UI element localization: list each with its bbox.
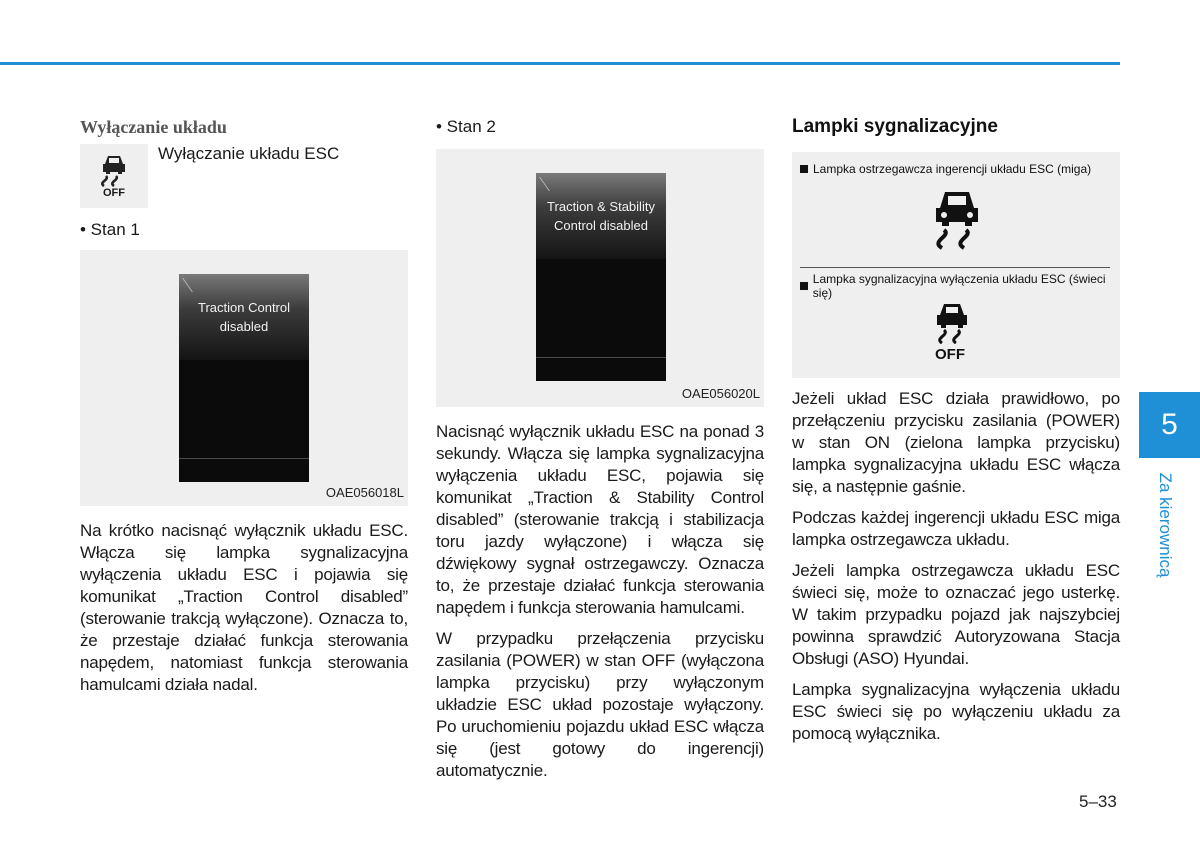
column-3 (792, 112, 1120, 754)
column-2 (436, 112, 764, 791)
chapter-title: Za kierownicą (1156, 472, 1175, 578)
esc-off-lamp-icon (932, 302, 972, 344)
lamps-figure (792, 152, 1120, 378)
figure-state-2 (436, 149, 764, 407)
display-message (536, 173, 666, 259)
paragraph-power-off: W przypadku przełączenia przycisku zasilania (POWER) w stan OFF (wyłączona lampka przycisku) przy wyłączonym układzie ESC układ pozostaje wyłączony. Po uruchomieniu pojazdu układ ESC włącza się (jest gotowy do ingerencji) automatycznie. (436, 629, 764, 780)
figure-code: OAE056020L (681, 386, 760, 401)
paragraph-state-1: Na krótko nacisnąć wyłącznik układu ESC. Włącza się lampka sygnalizacyjna wyłączenia układu ESC i pojawia się komunikat „Traction Control disabled” (sterowanie trakcją wyłączone). Oznacza to, że przestaje działać funkcja sterowania napędem, natomiast funkcja sterowania hamulcami działa nadal. (80, 521, 408, 694)
chapter-number-tab: 5 (1139, 392, 1200, 458)
display-line-2: Control disabled (554, 218, 648, 233)
section-heading-lamps: Lampki sygnalizacyjne (792, 116, 998, 137)
esc-off-icon-text: OFF (103, 187, 125, 199)
paragraph-power-on: Jeżeli układ ESC działa prawidłowo, po przełączeniu przycisku zasilania (POWER) w stan ON (zielona lampka przycisku) lampka sygnalizacyjna układu ESC włącza się, a następnie gaśnie. (792, 389, 1120, 496)
display-line-1: Traction Control (198, 300, 290, 315)
esc-off-row (80, 144, 408, 208)
paragraph-malfunction: Jeżeli lampka ostrzegawcza układu ESC świeci się, może to oznaczać jego usterkę. W takim przypadku pojazd jak najszybciej powinna sprawdzić Autoryzowana Stacja Obsługi (ASO) Hyundai. (792, 561, 1120, 668)
display-line-1: Traction & Stability (547, 199, 655, 214)
paragraph-off-lamp: Lampka sygnalizacyjna wyłączenia układu ESC świeci się po wyłączeniu układu za pomocą wyłącznika. (792, 680, 1120, 743)
square-bullet-icon (800, 165, 808, 173)
section-heading-disable: Wyłączanie układu (80, 117, 227, 137)
esc-off-icon (80, 144, 148, 208)
top-rule (0, 62, 1120, 65)
cluster-display (536, 173, 666, 381)
skidding-car-icon (94, 153, 134, 189)
esc-off-label: Wyłączanie układu ESC (158, 144, 340, 163)
caption-warning-lamp: Lampka ostrzegawcza ingerencji układu ESC (miga) (800, 162, 1091, 176)
column-1 (80, 112, 408, 705)
state-1-bullet: • Stan 1 (80, 220, 140, 239)
esc-warning-lamp-icon (928, 188, 986, 252)
figure-state-1 (80, 250, 408, 506)
square-bullet-icon (800, 282, 808, 290)
page-number: 5–33 (1079, 792, 1117, 811)
figure-code: OAE056018L (325, 485, 404, 500)
paragraph-intervention: Podczas każdej ingerencji układu ESC miga lampka ostrzegawcza układu. (792, 508, 1120, 549)
display-line-2: disabled (219, 319, 269, 334)
figure-divider (800, 267, 1110, 268)
off-lamp-text: OFF (935, 346, 965, 363)
display-message (179, 274, 309, 360)
paragraph-state-2: Nacisnąć wyłącznik układu ESC na ponad 3 sekundy. Włącza się lampka sygnalizacyjna wyłączenia układu ESC, pojawia się komunikat „Traction & Stability Control disabled” (sterowanie trakcją i stabilizacja toru jazdy wyłączone) i włącza się dźwiękowy sygnał ostrzegawczy. Oznacza to, że przestaje działać funkcja sterowania napędem i funkcja sterowania hamulcami. (436, 422, 764, 617)
caption-off-lamp: Lampka sygnalizacyjna wyłączenia układu ESC (świeci się) (800, 272, 1120, 300)
cluster-display (179, 274, 309, 482)
state-2-bullet: • Stan 2 (436, 117, 496, 136)
